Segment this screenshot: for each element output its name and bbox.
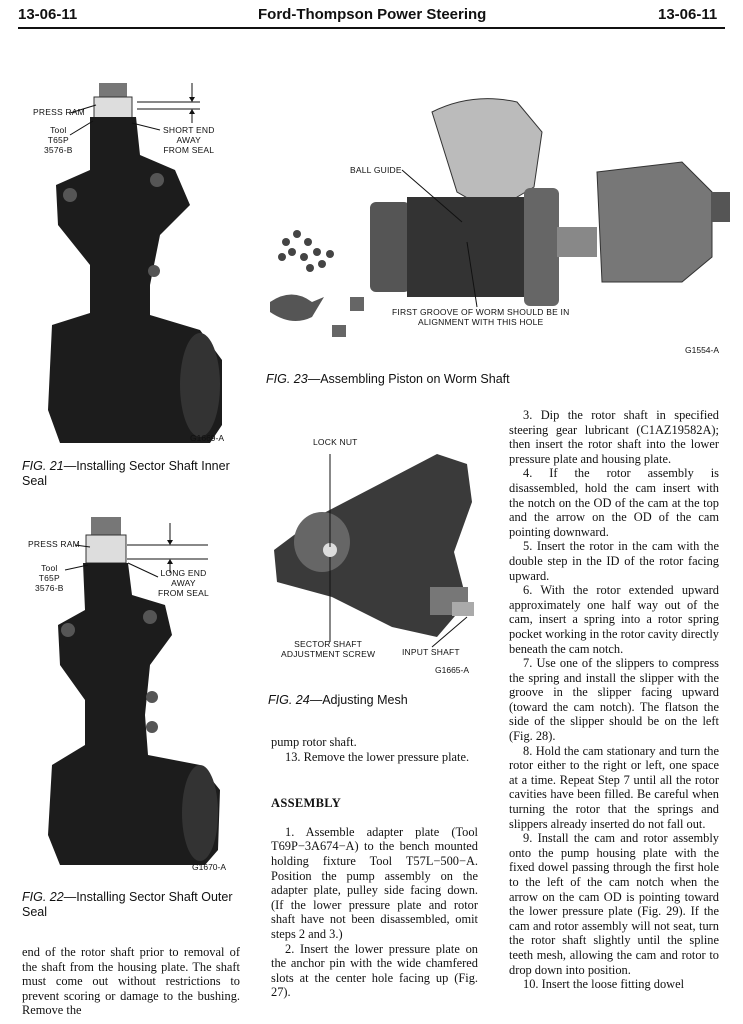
col1-paragraph: end of the rotor shaft prior to removal of the shaft from the housing plate. The shaft must come out without restrictions to prevent scoring or damage to the bushing. Remove the — [22, 945, 240, 1018]
col2-step-2: 2. Insert the lower pressure plate on the anchor pin with the wide chamfered slots at the center hole facing up (Fig. 27). — [271, 941, 478, 1000]
fig23-caption-text: —Assembling Piston on Worm Shaft — [307, 372, 510, 386]
fig24-caption-fig: FIG. 24 — [268, 693, 310, 707]
fig22-caption-fig: FIG. 22 — [22, 890, 64, 904]
figure-23 — [262, 92, 730, 362]
col2-continuation: pump rotor shaft. — [271, 735, 357, 749]
fig22-long-end-label: LONG END AWAY FROM SEAL — [158, 568, 209, 598]
col2-step-1: 1. Assemble adapter plate (Tool T69P−3A674−A) to the bench mounted holding fixture Tool T57L−500−A. Position the pump assembly on the adapter plate, pulley side facing down. (If the lower pressure plate and rotor shaft have not been disassembled, omit steps 2 and 3.) — [271, 824, 478, 941]
fig22-caption-text: —Installing Sector Shaft Outer Seal — [22, 890, 233, 919]
col3-step-4: 4. If the rotor assembly is disassembled, hold the cam insert with the notch on the OD of the cam at the top and the arrow on the OD of the cam pointing downward. — [509, 466, 719, 539]
fig23-groove-label: FIRST GROOVE OF WORM SHOULD BE IN ALIGNMENT WITH THIS HOLE — [392, 307, 570, 327]
page-title: Ford-Thompson Power Steering — [258, 6, 487, 23]
col3-step-9: 9. Install the cam and rotor assembly onto the pump housing plate with the fixed dowel passing through the first hole to the left of the cam notch when the arrow on the cam OD is pointing toward the lower pressure plate (Fig. 29). If the cam and rotor assembly will not seat, turn the rotor shaft slightly until the spline teeth mesh, allowing the cam and rotor to drop down into position. — [509, 831, 719, 977]
col3-step-7: 7. Use one of the slippers to compress the spring and install the slipper with the groove in the slipper facing upward (toward the cam notch). The flatson the side of the slipper should be on the left (Fig. 28). — [509, 656, 719, 744]
fig21-caption — [22, 459, 242, 489]
fig21-code: G1669-A — [190, 433, 225, 443]
fig23-ball-guide-label: BALL GUIDE — [350, 165, 402, 175]
fig21-tool-label: Tool T65P 3576-B — [44, 125, 73, 155]
figure-22 — [0, 515, 250, 880]
figure-24 — [262, 432, 507, 677]
header-rule — [18, 27, 725, 29]
col3-step-10: 10. Insert the loose fitting dowel — [523, 977, 685, 992]
fig24-code: G1665-A — [435, 665, 470, 675]
fig22-caption — [22, 890, 242, 920]
fig22-press-ram-label: PRESS RAM — [28, 539, 80, 549]
fig21-short-end-label: SHORT END AWAY FROM SEAL — [163, 125, 215, 155]
col3-step-3: 3. Dip the rotor shaft in specified steering gear lubricant (C1AZ19582A); then insert the rotor shaft into the lower pressure plate and housing plate. — [509, 408, 719, 466]
fig23-code: G1554-A — [685, 345, 720, 355]
page-number-right: 13-06-11 — [658, 6, 718, 23]
column-1-text — [22, 945, 240, 1018]
fig24-input-shaft-label: INPUT SHAFT — [402, 647, 460, 657]
fig24-caption — [268, 693, 498, 708]
fig21-press-ram-label: PRESS RAM — [33, 107, 85, 117]
fig21-caption-text: —Installing Sector Shaft Inner Seal — [22, 459, 230, 488]
col3-step-6: 6. With the rotor extended upward approximately one half way out of the cam, insert a spring into a rotor spring pocket working in the rotor cavity directly beneath the cam notch. — [509, 583, 719, 656]
assembly-heading: ASSEMBLY — [271, 796, 342, 811]
fig22-code: G1670-A — [192, 862, 227, 872]
col2-step-13: 13. Remove the lower pressure plate. — [285, 749, 470, 764]
col3-step-5: 5. Insert the rotor in the cam with the double step in the ID of the rotor facing upward. — [509, 539, 719, 583]
figure-21 — [0, 75, 250, 455]
column-2-text — [271, 735, 478, 1000]
fig22-tool-label: Tool T65P 3576-B — [35, 563, 64, 593]
fig24-lock-nut-label: LOCK NUT — [313, 437, 358, 447]
fig23-caption-fig: FIG. 23 — [266, 372, 308, 386]
fig21-caption-fig: FIG. 21 — [22, 459, 64, 473]
page-number-left: 13-06-11 — [18, 6, 78, 23]
column-3-text — [509, 408, 719, 992]
fig23-caption — [266, 372, 726, 387]
fig24-caption-text: —Adjusting Mesh — [309, 693, 408, 707]
fig24-sector-shaft-label: SECTOR SHAFT ADJUSTMENT SCREW — [281, 639, 376, 659]
col3-step-8: 8. Hold the cam stationary and turn the rotor either to the right or left, one space at a time. Repeat Step 7 until all the rotor cavities have been filled. Be careful when turning the rotor that the springs and slippers already inserted do not fall out. — [509, 743, 719, 831]
